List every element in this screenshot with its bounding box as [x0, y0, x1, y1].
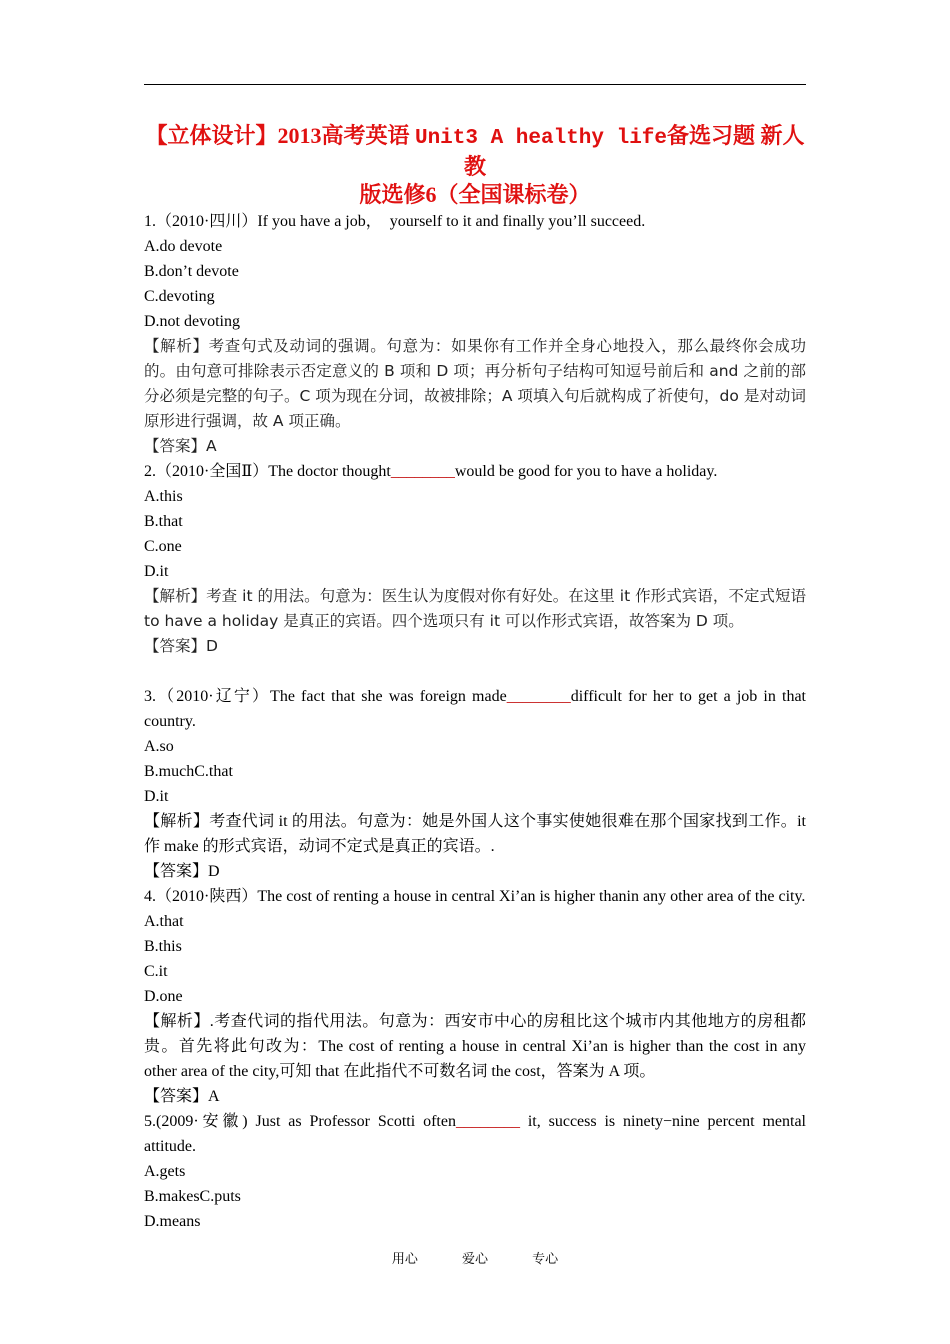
question-stem — [144, 884, 806, 909]
question-stem — [144, 684, 810, 734]
option-item: A.gets — [144, 1163, 186, 1180]
option-item: C.one — [144, 538, 182, 555]
blank-line — [144, 659, 806, 684]
answer-blank: ________ — [506, 688, 571, 705]
stem-text: 1.（2010·四川）If you have a job， yourself to it and finally you’ll succeed. — [144, 213, 646, 230]
analysis-text: 【解析】考查句式及动词的强调。句意为：如果你有工作并全身心地投入，那么最终你会成功的。由句意可排除表示否定意义的 B 项和 D 项；再分析句子结构可知逗号前后和 and 之前的部分必须是完整的句子。C 项为现在分词，故被排除；A 项填入句后就构成了祈使句，do 是对动词原形进行强调，故 A 项正确。 — [144, 337, 806, 430]
stem-text: 4.（2010·陕西）The cost of renting a house in central Xi’an is higher thanin any other area of the city. — [144, 888, 806, 905]
option-item: B.that — [144, 513, 183, 530]
option-item: C.it — [144, 963, 168, 980]
question-block — [144, 884, 810, 1109]
stem-text: difficult for her to get a job in that country. — [144, 688, 810, 730]
question-block — [144, 684, 810, 884]
document-body — [144, 122, 811, 1234]
option-item: A.so — [144, 738, 174, 755]
page-footer — [0, 1248, 950, 1267]
option-item: B.don’t devote — [144, 263, 239, 280]
title-part: 【立体设计】2013高考英语 — [145, 123, 415, 148]
stem-text: would be good for you to have a holiday. — [454, 463, 718, 480]
footer-text: 专心 — [532, 1252, 559, 1267]
option-item: B.this — [144, 938, 182, 955]
title-part: 版选修6（全国课标卷） — [359, 182, 591, 207]
stem-text: 2.（2010·全国Ⅱ）The doctor thought — [144, 463, 391, 480]
footer-text: 爱心 — [461, 1252, 488, 1267]
analysis-text: 【解析】考查代词 it 的用法。句意为：她是外国人这个事实使她很难在那个国家找到工作。it 作 make 的形式宾语，动词不定式是真正的宾语。. — [144, 813, 810, 855]
answer-blank: ________ — [390, 463, 455, 480]
stem-text: 5.(2009·安徽) Just as Professor Scotti often — [144, 1113, 456, 1130]
header-rule — [144, 84, 806, 85]
document-title — [144, 122, 806, 209]
stem-text: 3.（2010·辽宁）The fact that she was foreign made — [144, 688, 507, 705]
question-block — [144, 209, 806, 459]
footer-text: 用心 — [391, 1252, 418, 1267]
question-block — [144, 459, 811, 684]
option-item: D.one — [144, 988, 183, 1005]
answer-text: 【答案】A — [144, 437, 217, 455]
answer-blank: ________ — [455, 1113, 520, 1130]
option-item: D.not devoting — [144, 313, 240, 330]
option-item: A.do devote — [144, 238, 223, 255]
stem-text: it, success is ninety−nine percent mental attitude. — [144, 1113, 810, 1155]
option-item: A.this — [144, 488, 183, 505]
option-item: D.it — [144, 788, 169, 805]
option-item: B.makesC.puts — [144, 1188, 241, 1205]
option-item: B.muchC.that — [144, 763, 233, 780]
option-item: D.it — [144, 563, 169, 580]
title-part: 备选习题 新人教 — [463, 123, 805, 179]
option-item: A.that — [144, 913, 184, 930]
question-list — [144, 209, 811, 1234]
question-block — [144, 1109, 810, 1234]
question-stem — [144, 209, 806, 234]
title-part: Unit3 A healthy life — [414, 127, 668, 150]
question-stem — [144, 459, 806, 484]
option-item: C.devoting — [144, 288, 215, 305]
answer-text: 【答案】D — [144, 637, 218, 655]
analysis-text: 【解析】.考查代词的指代用法。句意为：西安市中心的房租比这个城市内其他地方的房租都贵。首先将此句改为：The cost of renting a house in central Xi’an is higher than the cost in any other area of the city,可知 that 在此指代不可数名词 the cost，答案为 A 项。 — [144, 1013, 810, 1080]
question-stem — [144, 1109, 810, 1159]
answer-text: 【答案】D — [144, 863, 220, 880]
option-item: D.means — [144, 1213, 201, 1230]
answer-text: 【答案】A — [144, 1088, 220, 1105]
analysis-text: 【解析】考查 it 的用法。句意为：医生认为度假对你有好处。在这里 it 作形式宾语，不定式短语 to have a holiday 是真正的宾语。四个选项只有 it 可以作形式宾语，故答案为 D 项。 — [144, 587, 811, 630]
